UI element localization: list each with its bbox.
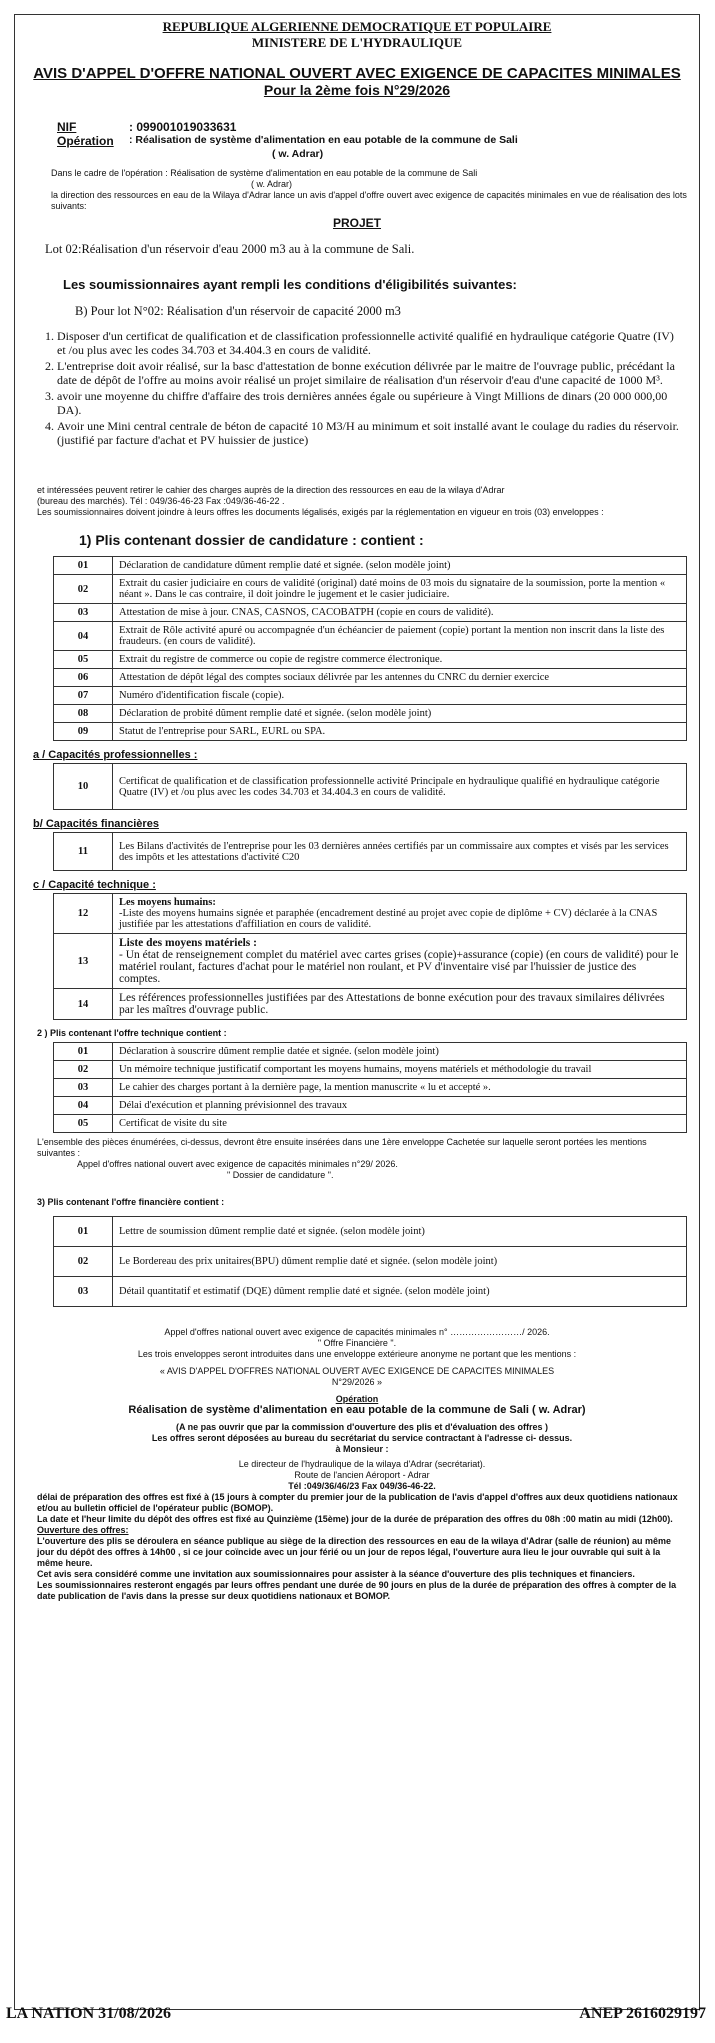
row-number: 02 bbox=[54, 1247, 113, 1277]
row-number: 03 bbox=[54, 1277, 113, 1307]
nif-label: NIF bbox=[57, 120, 77, 134]
table-row bbox=[54, 764, 687, 810]
plis1-table-c bbox=[53, 893, 687, 1020]
operation-wilaya: ( w. Adrar) bbox=[272, 148, 324, 160]
closing-line: (A ne pas ouvrir que par la commission d'ouverture des plis et d'évaluation des offres ) bbox=[175, 1422, 549, 1432]
intro-block bbox=[57, 120, 699, 160]
condition-item: 4. Avoir une Mini central centrale de béton de capacité 10 M3/H au minimum et soit installé avant le coulage du radies du réservoir. (justifié par facture d'achat et PV huissier de justice) bbox=[57, 419, 681, 447]
plis1-table-a bbox=[53, 763, 687, 810]
plis2-table-wrap bbox=[53, 1042, 687, 1133]
notice-page bbox=[14, 14, 700, 2010]
conditions-list bbox=[31, 329, 681, 447]
lot-heading: B) Pour lot N°02: Réalisation d'un réservoir de capacité 2000 m3 bbox=[75, 304, 401, 318]
row-text: Le cahier des charges portant à la dernière page, la mention manuscrite « lu et accepté ». bbox=[113, 1079, 687, 1097]
plis3-note: Appel d'offres national ouvert avec exigence de capacités minimales n° ……………………/ 2026. bbox=[164, 1327, 550, 1337]
row-text: Déclaration de candidature dûment remplie daté et signée. (selon modèle joint) bbox=[113, 557, 687, 575]
row-number: 05 bbox=[54, 1115, 113, 1133]
row-text: Certificat de qualification et de classification professionnelle activité Principale en hydraulique qualifié en hydraulique catégorie Quatre (IV) et /ou plus avec les codes 34.703 et 34.404.3 en cours de validité. bbox=[113, 764, 687, 810]
operation-value: : Réalisation de système d'alimentation en eau potable de la commune de Sali bbox=[129, 134, 518, 146]
plis2-note: Appel d'offres national ouvert avec exigence de capacités minimales n°29/ 2026. bbox=[77, 1159, 398, 1169]
plis1-heading: 1) Plis contenant dossier de candidature : contient : bbox=[79, 532, 424, 548]
closing-line: à Monsieur : bbox=[335, 1444, 389, 1454]
notice-subtitle: Pour la 2ème fois N°29/2026 bbox=[263, 82, 451, 98]
table-row bbox=[54, 833, 687, 871]
table-row bbox=[54, 604, 687, 622]
plis2-note: " Dossier de candidature ". bbox=[227, 1170, 334, 1180]
table-row bbox=[54, 705, 687, 723]
plis3-note: Les trois enveloppes seront introduites dans une enveloppe extérieure anonyme ne portant que les mentions : bbox=[137, 1349, 577, 1359]
row-number: 03 bbox=[54, 1079, 113, 1097]
closing-block bbox=[37, 1422, 687, 1602]
table-row bbox=[54, 651, 687, 669]
projet-heading: PROJET bbox=[332, 216, 381, 230]
newspaper-date: LA NATION 31/08/2026 bbox=[6, 2005, 172, 2022]
retrieve-block bbox=[37, 485, 687, 518]
eligibility-heading: Les soumissionnaires ayant rempli les conditions d'éligibilités suivantes: bbox=[63, 277, 517, 292]
plis3-heading: 3) Plis contenant l'offre financière contient : bbox=[37, 1197, 225, 1207]
row-number: 02 bbox=[54, 1061, 113, 1079]
row-text: Les références professionnelles justifiées par des Attestations de bonne exécution pour des travaux similaires délivrées par les maîtres d'ouvrage public. bbox=[113, 989, 687, 1020]
table-row bbox=[54, 1277, 687, 1307]
table-row bbox=[54, 687, 687, 705]
table-row bbox=[54, 894, 687, 934]
plis2-table bbox=[53, 1042, 687, 1133]
row-number: 01 bbox=[54, 557, 113, 575]
context-wilaya: ( w. Adrar) bbox=[251, 179, 293, 189]
row-number: 06 bbox=[54, 669, 113, 687]
row-number: 04 bbox=[54, 622, 113, 651]
plis1-table-wrap bbox=[33, 556, 687, 1020]
closing-line: La date et l'heur limite du dépôt des offres est fixé au Quinzième (15ème) jour de la durée de préparation des offres du 08h :00 matin au midi (12h00). bbox=[37, 1514, 673, 1524]
plis1-table bbox=[53, 556, 687, 741]
closing-line: Le directeur de l'hydraulique de la wilaya d'Adrar (secrétariat). bbox=[238, 1459, 486, 1469]
table-row bbox=[54, 669, 687, 687]
retrieve-contact: (bureau des marchés). Tél : 049/36-46-23 Fax :049/36-46-22 . bbox=[37, 496, 285, 506]
row-number: 05 bbox=[54, 651, 113, 669]
section-capacites-professionnelles: a / Capacités professionnelles : bbox=[33, 749, 198, 761]
plis2-notes bbox=[37, 1137, 687, 1181]
row-text bbox=[113, 934, 687, 989]
row-number: 04 bbox=[54, 1097, 113, 1115]
notice-title: AVIS D'APPEL D'OFFRE NATIONAL OUVERT AVEC EXIGENCE DE CAPACITES MINIMALES bbox=[33, 65, 681, 82]
condition-item: 1. Disposer d'un certificat de qualification et de classification professionnelle activité qualifié en hydraulique catégorie Quatre (IV) et /ou plus avec les codes 34.703 et 34.404.3 en cours de validité. bbox=[57, 329, 681, 357]
plis2-heading: 2 ) Plis contenant l'offre technique contient : bbox=[37, 1028, 227, 1038]
closing-line: Route de l'ancien Aéroport - Adrar bbox=[294, 1470, 430, 1480]
plis3-note: « AVIS D'APPEL D'OFFRES NATIONAL OUVERT AVEC EXIGENCE DE CAPACITES MINIMALES bbox=[159, 1366, 555, 1376]
row-body: - Un état de renseignement complet du matériel avec cartes grises (copie)+assurance (copie) (en cours de validité) pour le matériel roulant, factures d'achat pour le matériel non roulant, et PV d'inventaire visé par l'huissier de justice des comptes. bbox=[119, 949, 679, 985]
lot-line: Lot 02:Réalisation d'un réservoir d'eau 2000 m3 au à la commune de Sali. bbox=[45, 242, 415, 256]
row-number: 10 bbox=[54, 764, 113, 810]
row-text: Délai d'exécution et planning prévisionnel des travaux bbox=[113, 1097, 687, 1115]
plis3-note: " Offre Financière ". bbox=[317, 1338, 397, 1348]
republic-heading: REPUBLIQUE ALGERIENNE DEMOCRATIQUE ET POPULAIRE bbox=[162, 19, 552, 34]
plis3-table-wrap bbox=[53, 1216, 687, 1307]
closing-line: Les offres seront déposées au bureau du secrétariat du service contractant à l'adresse ci- dessus. bbox=[151, 1433, 573, 1443]
condition-item: 3. avoir une moyenne du chiffre d'affaire des trois dernières années égale ou supérieure à Vingt Millions de dinars (20 000 000,00 DA). bbox=[57, 389, 681, 417]
table-row bbox=[54, 575, 687, 604]
table-row bbox=[54, 1217, 687, 1247]
row-text: Extrait du registre de commerce ou copie de registre commerce électronique. bbox=[113, 651, 687, 669]
row-text: Déclaration à souscrire dûment remplie datée et signée. (selon modèle joint) bbox=[113, 1043, 687, 1061]
row-number: 07 bbox=[54, 687, 113, 705]
operation-value: Réalisation de système d'alimentation en eau potable de la commune de Sali ( w. Adrar) bbox=[128, 1404, 586, 1416]
row-number: 09 bbox=[54, 723, 113, 741]
closing-line: L'ouverture des plis se déroulera en séance publique au siège de la direction des ressources en eau de la wilaya d'Adrar (salle de réunion) au même jour du dépôt des offres à 14h00 , si ce jour coïncide avec un jour férié ou un jour de repos légal, l'ouverture aura lieu le jour ouvrable qui suit à la même heure. bbox=[37, 1536, 672, 1568]
retrieve-envelopes: Les soumissionnaires doivent joindre à leurs offres les documents légalisés, exigés par la réglementation en vigueur en trois (03) enveloppes : bbox=[37, 507, 604, 517]
row-text: Détail quantitatif et estimatif (DQE) dûment remplie daté et signée. (selon modèle joint) bbox=[113, 1277, 687, 1307]
row-text: Un mémoire technique justificatif comportant les moyens humains, moyens matériels et méthodologie du travail bbox=[113, 1061, 687, 1079]
plis3-table bbox=[53, 1216, 687, 1307]
row-number: 01 bbox=[54, 1217, 113, 1247]
table-row bbox=[54, 1115, 687, 1133]
closing-line: Tél :049/36/46/23 Fax 049/36-46-22. bbox=[288, 1481, 436, 1491]
context-description: la direction des ressources en eau de la Wilaya d'Adrar lance un avis d'appel d'offre ouvert avec exigence de capacités minimales en vue de réalisation des lots suivants: bbox=[51, 190, 687, 211]
table-row bbox=[54, 557, 687, 575]
row-number: 02 bbox=[54, 575, 113, 604]
section-capacite-technique: c / Capacité technique : bbox=[33, 879, 156, 891]
context-line: Dans le cadre de l'opération : Réalisation de système d'alimentation en eau potable de la commune de Sali bbox=[51, 168, 478, 178]
section-capacites-financieres: b/ Capacités financières bbox=[33, 818, 159, 830]
plis3-notes bbox=[15, 1327, 699, 1416]
row-text: Numéro d'identification fiscale (copie). bbox=[113, 687, 687, 705]
operation-label: Opération bbox=[335, 1394, 379, 1404]
table-row bbox=[54, 934, 687, 989]
closing-line: Ouverture des offres: bbox=[37, 1525, 129, 1535]
table-row bbox=[54, 989, 687, 1020]
context-block bbox=[51, 168, 689, 212]
table-row bbox=[54, 1097, 687, 1115]
row-subtitle: Liste des moyens matériels : bbox=[119, 937, 257, 949]
row-subtitle: Les moyens humains: bbox=[119, 897, 216, 908]
retrieve-line: et intéressées peuvent retirer le cahier des charges auprès de la direction des ressources en eau de la wilaya d'Adrar bbox=[37, 485, 505, 495]
row-number: 01 bbox=[54, 1043, 113, 1061]
row-text: Attestation de mise à jour. CNAS, CASNOS, CACOBATPH (copie en cours de validité). bbox=[113, 604, 687, 622]
row-text: Attestation de dépôt légal des comptes sociaux délivrée par les antennes du CNRC du dernier exercice bbox=[113, 669, 687, 687]
table-row bbox=[54, 1079, 687, 1097]
table-row bbox=[54, 723, 687, 741]
table-row bbox=[54, 622, 687, 651]
row-number: 11 bbox=[54, 833, 113, 871]
row-number: 14 bbox=[54, 989, 113, 1020]
row-text: Statut de l'entreprise pour SARL, EURL ou SPA. bbox=[113, 723, 687, 741]
row-text bbox=[113, 894, 687, 934]
row-text: Extrait du casier judiciaire en cours de validité (original) daté moins de 03 mois du signataire de la soumission, porte la mention « néant ». Dans le cas contraire, il doit joindre le jugement et le casier judiciaire. bbox=[113, 575, 687, 604]
closing-line: Les soumissionnaires resteront engagés par leurs offres pendant une durée de 90 jours en plus de la durée de préparation des offres à compter de la date publication de l'avis dans la presse sur deux quotidiens nationaux et BOMOP. bbox=[37, 1580, 677, 1601]
closing-line: Cet avis sera considéré comme une invitation aux soumissionnaires pour assister à la séance d'ouverture des plis techniques et financiers. bbox=[37, 1569, 635, 1579]
row-number: 03 bbox=[54, 604, 113, 622]
row-number: 13 bbox=[54, 934, 113, 989]
table-row bbox=[54, 1247, 687, 1277]
row-text: Lettre de soumission dûment remplie daté et signée. (selon modèle joint) bbox=[113, 1217, 687, 1247]
row-text: Le Bordereau des prix unitaires(BPU) dûment remplie daté et signée. (selon modèle joint) bbox=[113, 1247, 687, 1277]
plis2-note: L'ensemble des pièces énumérées, ci-dessus, devront être ensuite insérées dans une 1ère enveloppe Cachetée sur laquelle seront portées les mentions suivantes : bbox=[37, 1137, 647, 1158]
table-row bbox=[54, 1043, 687, 1061]
row-text: Déclaration de probité dûment remplie daté et signée. (selon modèle joint) bbox=[113, 705, 687, 723]
publication-footer bbox=[6, 2005, 706, 2023]
nif-value: : 099001019033631 bbox=[129, 120, 237, 134]
operation-label: Opération bbox=[57, 134, 114, 148]
ministry-heading: MINISTERE DE L'HYDRAULIQUE bbox=[251, 35, 463, 50]
row-text: Les Bilans d'activités de l'entreprise pour les 03 dernières années certifiés par un commissaire aux comptes et visés par les services des impôts et les attestations d'activité C20 bbox=[113, 833, 687, 871]
row-text: Certificat de visite du site bbox=[113, 1115, 687, 1133]
plis3-note: N°29/2026 » bbox=[331, 1377, 383, 1387]
row-number: 08 bbox=[54, 705, 113, 723]
condition-item: 2. L'entreprise doit avoir réalisé, sur la basc d'attestation de bonne exécution délivrée par le maitre de l'ouvrage public, précédant la date de dépôt de l'offre au moins avoir réalisé un projet similaire de réalisation d'un réservoir d'eau d'une capacité de 1000 M³. bbox=[57, 359, 681, 387]
row-text: Extrait de Rôle activité apuré ou accompagnée d'un échéancier de paiement (copie) portant la mention non inscrit dans la liste des fraudeurs. (en cours de validité). bbox=[113, 622, 687, 651]
anep-reference: ANEP 2616029197 bbox=[579, 2005, 706, 2022]
plis1-table-b bbox=[53, 832, 687, 871]
row-body: -Liste des moyens humains signée et paraphée (encadrement destiné au projet avec copie de diplôme + CV) déclarée à la CNAS justifiée par les attestations d'affiliation en cours de validité. bbox=[119, 908, 658, 930]
closing-line: délai de préparation des offres est fixé à (15 jours à compter du premier jour de la publication de l'avis d'appel d'offres aux deux quotidiens nationaux et/ou au bulletin officiel de l'opérateur public (BOMOP). bbox=[37, 1492, 678, 1513]
table-row bbox=[54, 1061, 687, 1079]
row-number: 12 bbox=[54, 894, 113, 934]
